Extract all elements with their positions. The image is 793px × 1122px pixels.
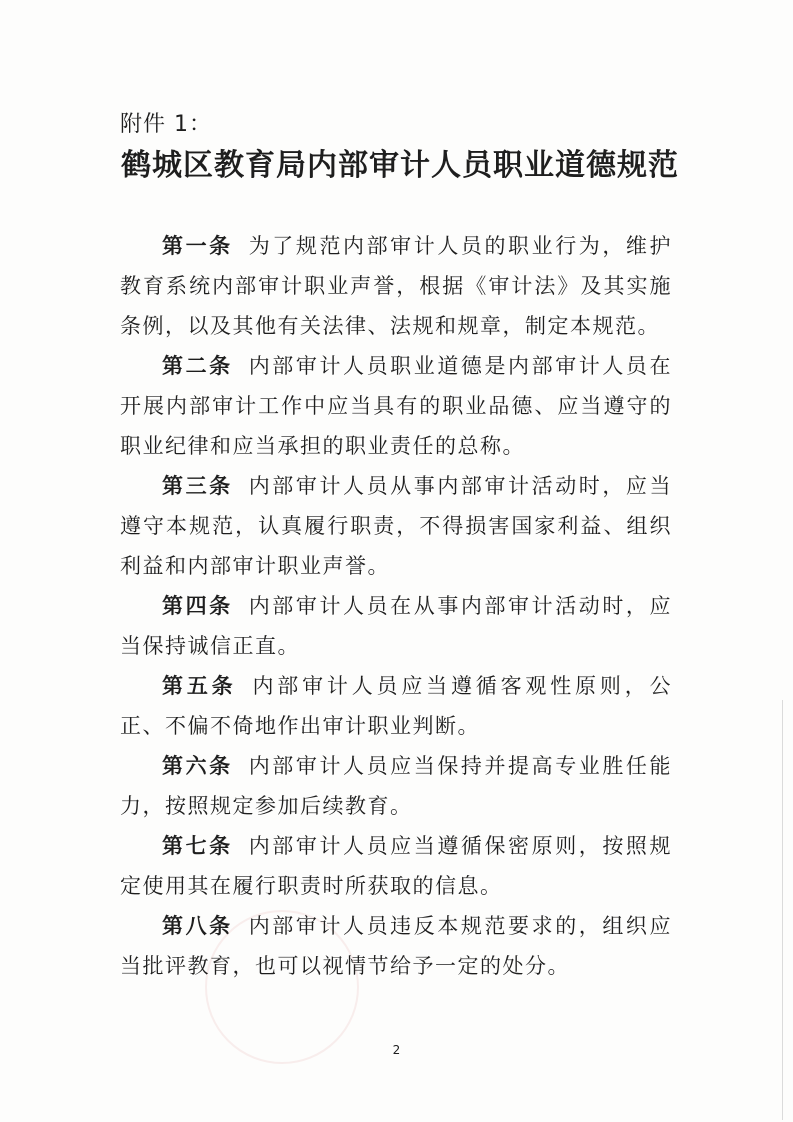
article-text: 内部审计人员应当遵循保密原则，按照规定使用其在履行职责时所获取的信息。 xyxy=(120,834,673,898)
scan-edge-line xyxy=(782,700,783,1120)
article-1 xyxy=(120,226,672,346)
article-5 xyxy=(120,666,672,746)
article-number: 第四条 xyxy=(162,594,233,618)
article-number: 第五条 xyxy=(162,674,237,698)
article-number: 第三条 xyxy=(162,474,233,498)
article-3 xyxy=(120,466,672,586)
article-text: 内部审计人员应当遵循客观性原则，公正、不偏不倚地作出审计职业判断。 xyxy=(120,674,673,738)
attachment-label: 附件 1： xyxy=(120,112,212,137)
article-text: 为了规范内部审计人员的职业行为，维护教育系统内部审计职业声誉，根据《审计法》及其实施条例，以及其他有关法律、法规和规章，制定本规范。 xyxy=(120,234,673,338)
document-body xyxy=(120,226,672,986)
article-6 xyxy=(120,746,672,826)
article-text: 内部审计人员职业道德是内部审计人员在开展内部审计工作中应当具有的职业品德、应当遵守的职业纪律和应当承担的职业责任的总称。 xyxy=(120,354,673,458)
article-number: 第一条 xyxy=(162,234,233,258)
article-number: 第八条 xyxy=(162,914,233,938)
article-2 xyxy=(120,346,672,466)
article-text: 内部审计人员从事内部审计活动时，应当遵守本规范，认真履行职责，不得损害国家利益、组织利益和内部审计职业声誉。 xyxy=(120,474,673,578)
document-title: 鹤城区教育局内部审计人员职业道德规范 xyxy=(121,148,679,183)
article-number: 第六条 xyxy=(162,754,233,778)
article-text: 内部审计人员违反本规范要求的，组织应当批评教育，也可以视情节给予一定的处分。 xyxy=(120,914,673,978)
article-text: 内部审计人员应当保持并提高专业胜任能力，按照规定参加后续教育。 xyxy=(120,754,673,818)
article-7 xyxy=(120,826,672,906)
article-8 xyxy=(120,906,672,986)
article-number: 第七条 xyxy=(162,834,233,858)
article-text: 内部审计人员在从事内部审计活动时，应当保持诚信正直。 xyxy=(120,594,673,658)
article-4 xyxy=(120,586,672,666)
article-number: 第二条 xyxy=(162,354,233,378)
page-number: 2 xyxy=(392,1043,401,1057)
